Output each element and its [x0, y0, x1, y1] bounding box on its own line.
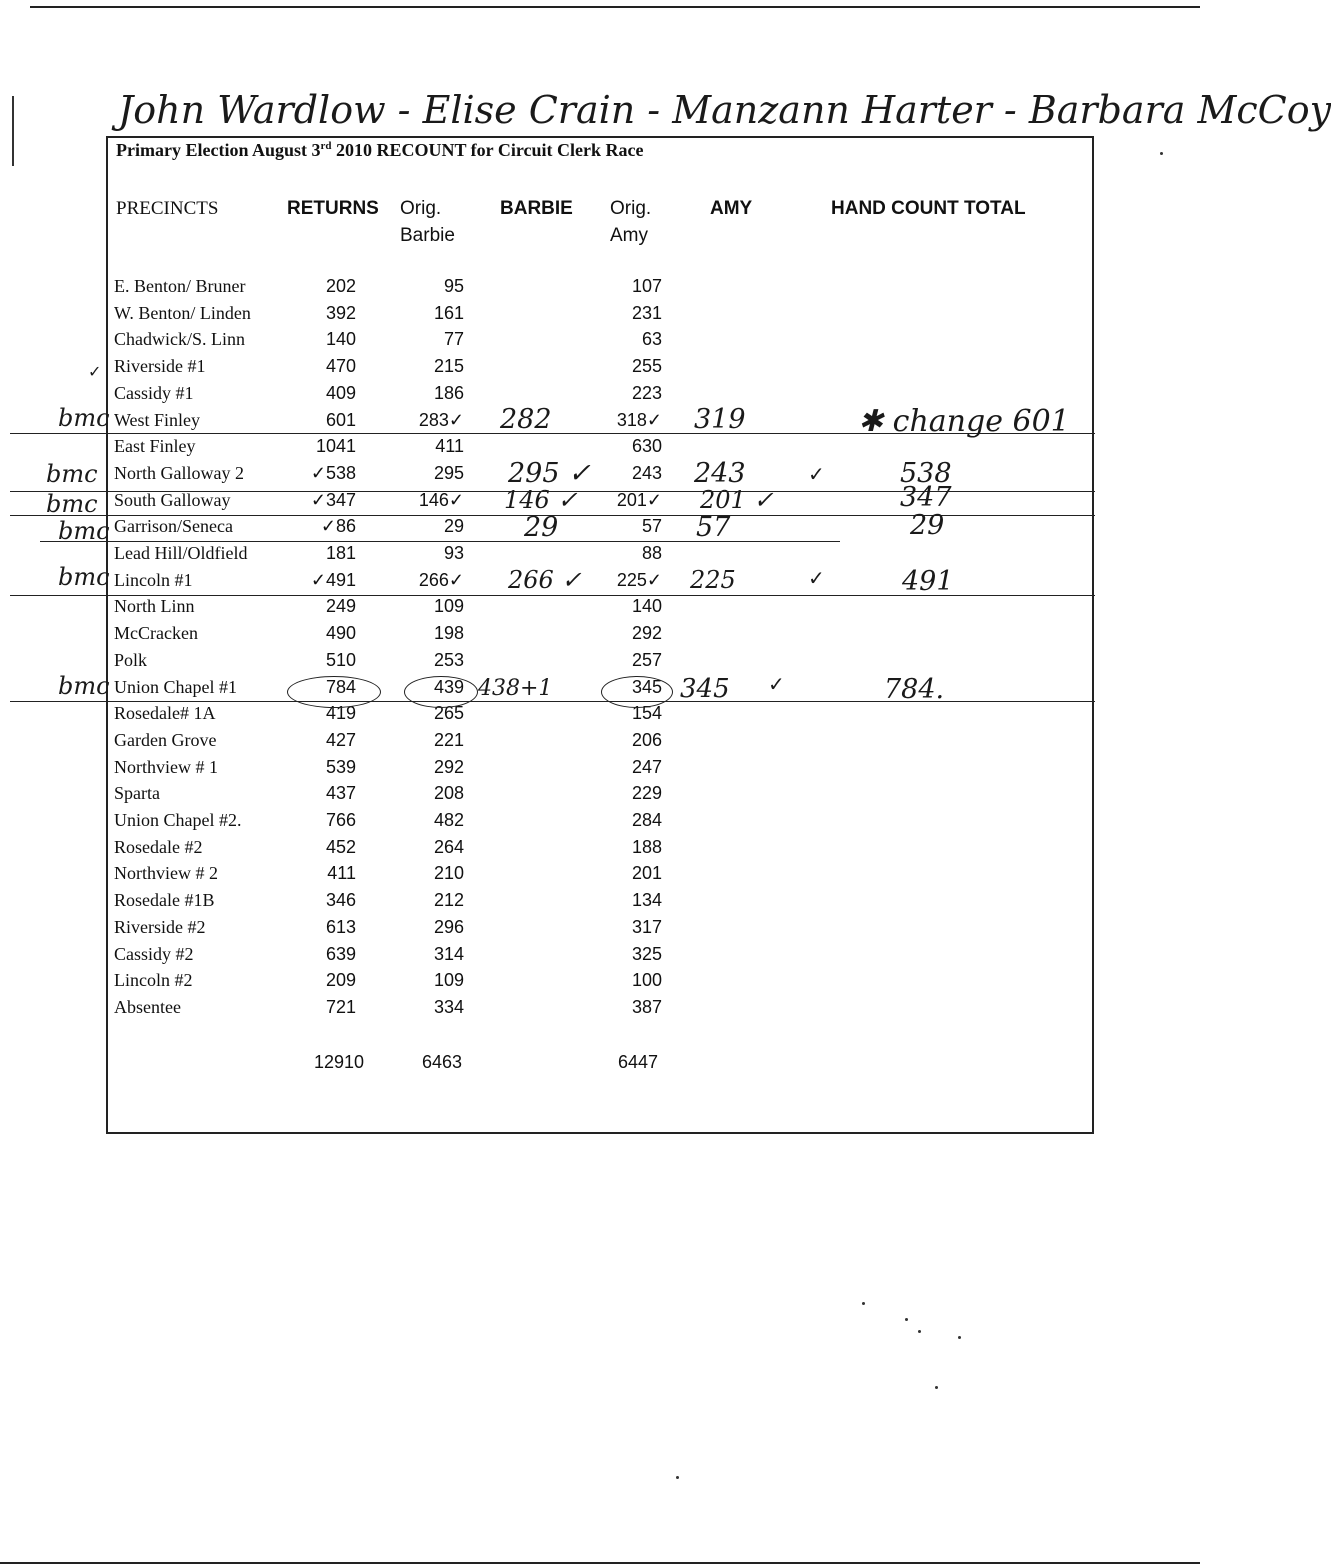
precinct-name: Lincoln #2 [114, 970, 193, 990]
orig-barbie-value: 212 [433, 890, 464, 910]
page-edge-top [30, 6, 1200, 8]
precinct-name: McCracken [114, 623, 198, 643]
returns-value: 140 [325, 329, 356, 349]
hw-lincoln-total: 491 [902, 566, 954, 597]
precinct-name: E. Benton/ Bruner [114, 276, 246, 296]
orig-barbie-value: 215 [433, 356, 464, 376]
orig-amy-value: 225✓ [616, 570, 662, 590]
returns-value: 419 [325, 703, 356, 723]
oval-union-chapel-orig-amy [601, 676, 673, 708]
orig-barbie-value: 186 [433, 383, 464, 403]
precinct-name: Polk [114, 650, 148, 670]
precinct-name: Cassidy #2 [114, 944, 194, 964]
precinct-name: Northview # 2 [114, 863, 218, 883]
hw-north-galloway-check: ✓ [808, 462, 825, 486]
margin-check-riverside: ✓ [88, 362, 102, 381]
orig-amy-value: 57 [641, 516, 662, 536]
returns-value: 346 [325, 890, 356, 910]
orig-barbie-value: 210 [433, 863, 464, 883]
returns-value: 613 [325, 917, 356, 937]
orig-barbie-value: 482 [433, 810, 464, 830]
returns-value: 209 [325, 970, 356, 990]
hw-union-chapel-total: 784. [884, 674, 945, 705]
orig-barbie-value: 29 [443, 516, 464, 536]
returns-value: 470 [325, 356, 356, 376]
orig-barbie-value: 109 [433, 970, 464, 990]
orig-amy-value: 107 [631, 276, 662, 296]
precinct-name: Union Chapel #1 [114, 677, 237, 697]
precinct-name: Sparta [114, 783, 160, 803]
precinct-name: East Finley [114, 436, 196, 456]
header-amy: AMY [710, 198, 753, 219]
margin-initials-north-galloway: bmc [46, 460, 98, 488]
orig-barbie-value: 221 [433, 730, 464, 750]
title-sup: rd [320, 140, 332, 152]
handwritten-names: John Wardlow - Elise Crain - Manzann Harter - Barbara McCoy [118, 88, 1331, 132]
hw-lincoln-amy: 225 [690, 566, 736, 594]
precinct-name: Garden Grove [114, 730, 217, 750]
precinct-name: Chadwick/S. Linn [114, 329, 245, 349]
precinct-name: Riverside #2 [114, 917, 206, 937]
orig-barbie-value: 93 [443, 543, 464, 563]
hw-west-finley-amy: 319 [694, 404, 746, 435]
orig-amy-value: 100 [631, 970, 662, 990]
precinct-name: Absentee [114, 997, 181, 1017]
returns-value: 766 [325, 810, 356, 830]
returns-value: ✓491 [310, 570, 356, 590]
returns-value: 427 [325, 730, 356, 750]
hw-north-galloway-amy: 243 [694, 458, 746, 489]
orig-barbie-value: 283✓ [418, 410, 464, 430]
hw-lincoln-barbie: 266 ✓ [508, 566, 582, 594]
returns-value: 1041 [315, 436, 356, 456]
orig-barbie-value: 146✓ [418, 490, 464, 510]
header-barbie: BARBIE [500, 198, 573, 219]
returns-value: 721 [325, 997, 356, 1017]
returns-value: 490 [325, 623, 356, 643]
header-orig-barbie-line2: Barbie [400, 225, 455, 246]
orig-barbie-value: 411 [435, 436, 464, 456]
orig-barbie-value: 198 [433, 623, 464, 643]
header-hand-count-total: HAND COUNT TOTAL [831, 198, 1026, 219]
oval-union-chapel-returns [287, 676, 381, 708]
total-orig-barbie: 6463 [421, 1052, 462, 1072]
header-precincts: PRECINCTS [116, 198, 219, 219]
orig-amy-value: 229 [631, 783, 662, 803]
orig-barbie-value: 296 [433, 917, 464, 937]
precinct-name: Garrison/Seneca [114, 516, 233, 536]
margin-initials-lincoln: bmc [58, 563, 110, 591]
orig-amy-value: 63 [641, 329, 662, 349]
speck [905, 1318, 908, 1321]
orig-amy-value: 317 [631, 917, 662, 937]
document-title [116, 140, 643, 161]
margin-initials-west-finley: bmc [58, 404, 110, 432]
orig-amy-value: 345 [631, 677, 662, 697]
orig-barbie-value: 95 [443, 276, 464, 296]
orig-amy-value: 223 [631, 383, 662, 403]
hw-garrison-barbie: 29 [524, 512, 559, 543]
orig-barbie-value: 266✓ [418, 570, 464, 590]
hw-west-finley-barbie: 282 [500, 404, 552, 435]
speck [935, 1386, 938, 1389]
orig-amy-value: 255 [631, 356, 662, 376]
speck [1160, 152, 1163, 155]
header-orig-amy-line1: Orig. [610, 198, 652, 219]
precinct-name: West Finley [114, 410, 201, 430]
returns-value: 181 [325, 543, 356, 563]
margin-initials-garrison: bmc [58, 517, 110, 545]
hw-north-galloway-total: 538 [900, 458, 952, 489]
orig-amy-value: 201 [631, 863, 662, 883]
precinct-name: Rosedale #2 [114, 837, 203, 857]
returns-value: 437 [325, 783, 356, 803]
precinct-name: Rosedale #1B [114, 890, 215, 910]
header-orig-barbie-line1: Orig. [400, 198, 442, 219]
precinct-name: Union Chapel #2. [114, 810, 242, 830]
margin-initials-south-galloway: bmc [46, 490, 98, 518]
title-prefix: Primary Election August 3 [116, 140, 321, 160]
orig-barbie-value: 265 [433, 703, 464, 723]
total-returns: 12910 [313, 1052, 364, 1072]
header-orig-amy [610, 195, 651, 249]
hw-union-chapel-check: ✓ [768, 672, 785, 696]
orig-barbie-value: 253 [433, 650, 464, 670]
speck [958, 1336, 961, 1339]
returns-value: 639 [325, 944, 356, 964]
orig-amy-value: 88 [641, 543, 662, 563]
precinct-name: South Galloway [114, 490, 231, 510]
orig-amy-value: 243 [631, 463, 662, 483]
hw-garrison-total: 29 [910, 510, 945, 541]
orig-barbie-value: 439 [433, 677, 464, 697]
precinct-name: Rosedale# 1A [114, 703, 216, 723]
returns-value: 510 [325, 650, 356, 670]
orig-barbie-value: 314 [433, 944, 464, 964]
header-orig-amy-line2: Amy [610, 225, 648, 246]
hw-south-galloway-amy: 201 ✓ [700, 486, 774, 514]
orig-amy-value: 134 [631, 890, 662, 910]
hw-south-galloway-barbie: 146 ✓ [504, 486, 578, 514]
precinct-name: Northview # 1 [114, 757, 218, 777]
returns-value: 411 [327, 863, 356, 883]
total-orig-amy: 6447 [617, 1052, 658, 1072]
hw-lincoln-check: ✓ [808, 566, 825, 590]
speck [862, 1302, 865, 1305]
orig-amy-value: 284 [631, 810, 662, 830]
precinct-name: W. Benton/ Linden [114, 303, 251, 323]
returns-value: 601 [325, 410, 356, 430]
recount-table-box [106, 136, 1094, 1134]
precinct-name: North Linn [114, 596, 195, 616]
orig-barbie-value: 161 [433, 303, 464, 323]
oval-union-chapel-orig-barbie [404, 676, 478, 708]
precinct-name: Riverside #1 [114, 356, 206, 376]
page-edge-left [12, 96, 14, 166]
orig-amy-value: 231 [631, 303, 662, 323]
hw-union-chapel-amy: 345 [680, 674, 730, 704]
orig-barbie-value: 77 [443, 329, 464, 349]
orig-barbie-value: 334 [433, 997, 464, 1017]
orig-barbie-value: 208 [433, 783, 464, 803]
orig-barbie-value: 292 [433, 757, 464, 777]
margin-initials-union-chapel: bmc [58, 672, 110, 700]
returns-value: ✓347 [310, 490, 356, 510]
returns-value: ✓86 [320, 516, 356, 536]
precinct-name: North Galloway 2 [114, 463, 244, 483]
returns-value: 539 [325, 757, 356, 777]
returns-value: ✓538 [310, 463, 356, 483]
header-orig-barbie [400, 195, 455, 249]
precinct-name: Lead Hill/Oldfield [114, 543, 248, 563]
orig-barbie-value: 109 [433, 596, 464, 616]
returns-value: 202 [325, 276, 356, 296]
precinct-name: Cassidy #1 [114, 383, 194, 403]
orig-barbie-value: 295 [433, 463, 464, 483]
orig-amy-value: 257 [631, 650, 662, 670]
returns-value: 409 [325, 383, 356, 403]
header-returns: RETURNS [287, 198, 379, 219]
speck [676, 1476, 679, 1479]
returns-value: 784 [325, 677, 356, 697]
orig-amy-value: 140 [631, 596, 662, 616]
returns-value: 452 [325, 837, 356, 857]
orig-amy-value: 154 [631, 703, 662, 723]
hw-union-chapel-barbie: 438+1 [478, 676, 553, 701]
orig-amy-value: 630 [631, 436, 662, 456]
precinct-name: Lincoln #1 [114, 570, 193, 590]
orig-amy-value: 318✓ [616, 410, 662, 430]
orig-amy-value: 247 [631, 757, 662, 777]
hw-north-galloway-barbie: 295 ✓ [508, 458, 591, 489]
orig-amy-value: 188 [631, 837, 662, 857]
orig-amy-value: 325 [631, 944, 662, 964]
title-suffix: 2010 RECOUNT for Circuit Clerk Race [331, 140, 644, 160]
orig-barbie-value: 264 [433, 837, 464, 857]
orig-amy-value: 206 [631, 730, 662, 750]
hw-south-galloway-total: 347 [900, 482, 952, 513]
returns-value: 392 [325, 303, 356, 323]
returns-value: 249 [325, 596, 356, 616]
hw-west-finley-note: ✱ change 601 [858, 404, 1070, 439]
speck [918, 1330, 921, 1333]
hw-garrison-amy: 57 [696, 512, 731, 543]
orig-amy-value: 292 [631, 623, 662, 643]
page-edge-bottom [0, 1562, 1200, 1564]
orig-amy-value: 387 [631, 997, 662, 1017]
orig-amy-value: 201✓ [616, 490, 662, 510]
